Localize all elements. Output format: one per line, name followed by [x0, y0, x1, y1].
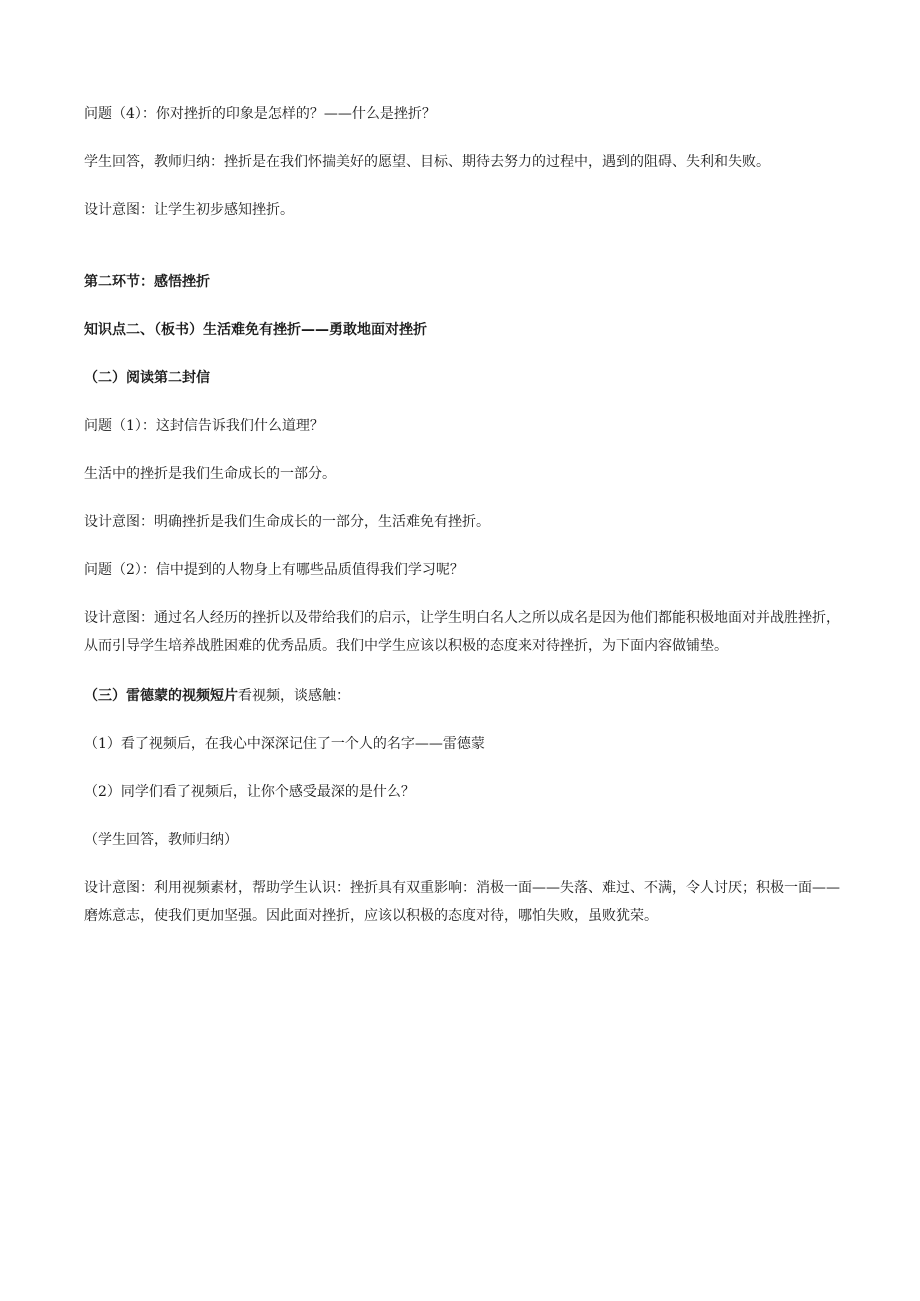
subsection-video-title: （三）雷德蒙的视频短片 [84, 688, 238, 704]
design-intent-3: 设计意图：通过名人经历的挫折以及带给我们的启示，让学生明白名人之所以成名是因为他们都能积极地面对并战胜挫折，从而引导学生培养战胜困难的优秀品质。我们中学生应该以积极的态度来对待挫折，为下面内容做铺垫。 [84, 610, 840, 654]
subsection-read-letter: （二）阅读第二封信 [84, 370, 210, 386]
question-1: 问题（1）：这封信告诉我们什么道理？ [84, 418, 324, 434]
teacher-summary-note: （学生回答，教师归纳） [84, 832, 238, 848]
knowledge-point-2: 知识点二、（板书）生活难免有挫折——勇敢地面对挫折 [84, 322, 427, 338]
design-intent-2: 设计意图：明确挫折是我们生命成长的一部分，生活难免有挫折。 [84, 514, 490, 530]
design-intent-1: 设计意图：让学生初步感知挫折。 [84, 202, 294, 218]
video-item-2: （2）同学们看了视频后，让你个感受最深的是什么？ [84, 784, 415, 800]
design-intent-4: 设计意图：利用视频素材，帮助学生认识：挫折具有双重影响：消极一面——失落、难过、不满，令人讨厌；积极一面——磨炼意志，使我们更加坚强。因此面对挫折，应该以积极的态度对待，哪怕失败，虽败犹荣。 [84, 880, 840, 924]
subsection-video [84, 684, 844, 708]
student-answer: 学生回答，教师归纳：挫折是在我们怀揣美好的愿望、目标、期待去努力的过程中，遇到的阻碍、失利和失败。 [84, 154, 770, 170]
video-item-1: （1）看了视频后，在我心中深深记住了一个人的名字——雷德蒙 [84, 736, 485, 752]
question-2: 问题（2）：信中提到的人物身上有哪些品质值得我们学习呢？ [84, 562, 464, 578]
answer-1: 生活中的挫折是我们生命成长的一部分。 [84, 466, 336, 482]
subsection-video-rest: 看视频，谈感触： [238, 688, 350, 704]
document-body [84, 102, 844, 954]
question-4: 问题（4）：你对挫折的印象是怎样的？——什么是挫折？ [84, 106, 436, 122]
section-heading-2: 第二环节：感悟挫折 [84, 274, 210, 290]
